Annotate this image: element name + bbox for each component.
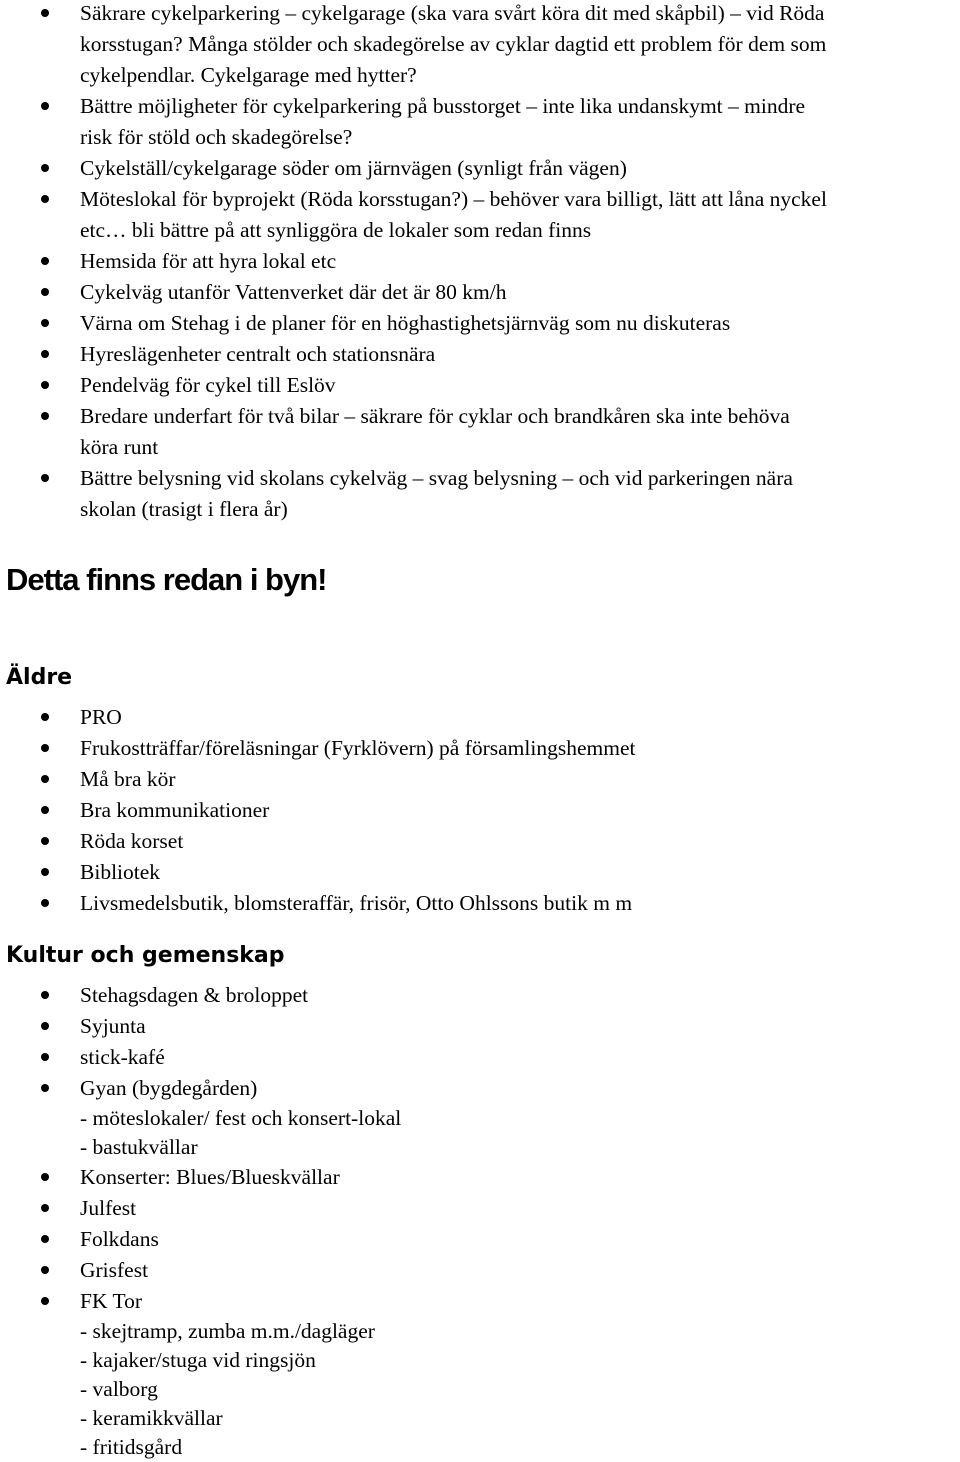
kultur-section — [0, 980, 960, 1462]
bullet-icon — [41, 713, 49, 721]
list-item — [0, 1073, 960, 1162]
bullet-icon — [41, 1084, 49, 1092]
sub-item-text: - fritidsgård — [80, 1435, 183, 1459]
list-item-text: cykelpendlar. Cykelgarage med hytter? — [80, 63, 417, 87]
list-item — [0, 308, 960, 339]
list-item — [0, 1255, 960, 1286]
sub-item-text: - valborg — [80, 1377, 158, 1401]
list-item-text: risk för stöld och skadegörelse? — [80, 125, 353, 149]
list-item-text: Stehagsdagen & broloppet — [80, 983, 309, 1007]
list-item — [0, 764, 960, 795]
heading-aldre: Äldre — [6, 665, 73, 690]
list-item — [0, 0, 960, 91]
bullet-icon — [41, 806, 49, 814]
bullet-icon — [41, 102, 49, 110]
bullet-icon — [41, 744, 49, 752]
bullet-icon — [41, 412, 49, 420]
list-item-text: Bredare underfart för två bilar – säkrare för cyklar och brandkåren ska inte behöva — [80, 404, 790, 428]
list-item — [0, 1193, 960, 1224]
bullet-icon — [41, 1204, 49, 1212]
list-item — [0, 370, 960, 401]
list-item-text: Hemsida för att hyra lokal etc — [80, 249, 337, 273]
bullet-icon — [41, 775, 49, 783]
bullet-icon — [41, 288, 49, 296]
list-item-text: Hyreslägenheter centralt och stationsnära — [80, 342, 436, 366]
bullet-icon — [41, 164, 49, 172]
list-item — [0, 795, 960, 826]
bullet-icon — [41, 1297, 49, 1305]
bullet-icon — [41, 474, 49, 482]
list-item — [0, 463, 960, 525]
bullet-icon — [41, 1053, 49, 1061]
list-item — [0, 277, 960, 308]
bullet-icon — [41, 350, 49, 358]
bullet-icon — [41, 837, 49, 845]
list-item-text: Gyan (bygdegården) — [80, 1076, 258, 1100]
list-item — [0, 339, 960, 370]
list-item-text: Röda korset — [80, 829, 184, 853]
bullet-icon — [41, 195, 49, 203]
list-item — [0, 1224, 960, 1255]
list-item — [0, 888, 960, 919]
list-item — [0, 184, 960, 246]
list-item — [0, 733, 960, 764]
list-item-text: Pendelväg för cykel till Eslöv — [80, 373, 336, 397]
list-item-text: Cykelställ/cykelgarage söder om järnvägen (synligt från vägen) — [80, 156, 627, 180]
list-item — [0, 1162, 960, 1193]
aldre-bullet-list — [0, 702, 960, 919]
bullet-icon — [41, 1022, 49, 1030]
list-item-text: Bibliotek — [80, 860, 161, 884]
list-item-text: Värna om Stehag i de planer för en höghastighetsjärnväg som nu diskuteras — [80, 311, 731, 335]
bullet-icon — [41, 1173, 49, 1181]
kultur-bullet-list — [0, 980, 960, 1462]
intro-section — [0, 0, 960, 525]
list-item — [0, 401, 960, 463]
list-item — [0, 857, 960, 888]
aldre-section — [0, 702, 960, 919]
heading-kultur-och-gemenskap: Kultur och gemenskap — [6, 943, 285, 968]
list-item-text: Frukostträffar/föreläsningar (Fyrklövern) på församlingshemmet — [80, 736, 636, 760]
sub-item-text: - bastukvällar — [80, 1135, 198, 1159]
bullet-icon — [41, 899, 49, 907]
list-item — [0, 1042, 960, 1073]
list-item — [0, 246, 960, 277]
bullet-icon — [41, 1235, 49, 1243]
list-item-text: korsstugan? Många stölder och skadegörelse av cyklar dagtid ett problem för dem som — [80, 32, 827, 56]
list-item-text: skolan (trasigt i flera år) — [80, 497, 288, 521]
list-item-text: stick-kafé — [80, 1045, 165, 1069]
bullet-icon — [41, 868, 49, 876]
list-item — [0, 980, 960, 1011]
list-item-text: Må bra kör — [80, 767, 176, 791]
list-item — [0, 826, 960, 857]
list-item-text: Julfest — [80, 1196, 137, 1220]
sub-item-text: - keramikkvällar — [80, 1406, 223, 1430]
list-item-text: Konserter: Blues/Blueskvällar — [80, 1165, 340, 1189]
list-item-text: köra runt — [80, 435, 159, 459]
list-item-text: Möteslokal för byprojekt (Röda korsstugan?) – behöver vara billigt, lätt att låna nyckel — [80, 187, 827, 211]
list-item — [0, 1286, 960, 1462]
list-item-text: Bättre möjligheter för cykelparkering på busstorget – inte lika undanskymt – mindre — [80, 94, 806, 118]
list-item-text: Grisfest — [80, 1258, 149, 1282]
heading-existing-in-village: Detta finns redan i byn! — [6, 562, 327, 597]
list-item-text: Folkdans — [80, 1227, 159, 1251]
list-item-text: PRO — [80, 705, 122, 729]
sub-item-text: - möteslokaler/ fest och konsert-lokal — [80, 1106, 402, 1130]
sub-item-text: - skejtramp, zumba m.m./dagläger — [80, 1319, 375, 1343]
list-item-text: etc… bli bättre på att synliggöra de lokaler som redan finns — [80, 218, 592, 242]
intro-bullet-list — [0, 0, 960, 525]
list-item-text: Bra kommunikationer — [80, 798, 270, 822]
list-item-text: FK Tor — [80, 1289, 143, 1313]
bullet-icon — [41, 991, 49, 999]
bullet-icon — [41, 319, 49, 327]
bullet-icon — [41, 1266, 49, 1274]
list-item-text: Livsmedelsbutik, blomsteraffär, frisör, Otto Ohlssons butik m m — [80, 891, 633, 915]
bullet-icon — [41, 257, 49, 265]
list-item — [0, 91, 960, 153]
bullet-icon — [41, 9, 49, 17]
list-item — [0, 1011, 960, 1042]
list-item — [0, 702, 960, 733]
list-item-text: Bättre belysning vid skolans cykelväg – svag belysning – och vid parkeringen nära — [80, 466, 793, 490]
list-item-text: Säkrare cykelparkering – cykelgarage (ska vara svårt köra dit med skåpbil) – vid Röda — [80, 1, 825, 25]
list-item — [0, 153, 960, 184]
list-item-text: Syjunta — [80, 1014, 146, 1038]
bullet-icon — [41, 381, 49, 389]
list-item-text: Cykelväg utanför Vattenverket där det är 80 km/h — [80, 280, 507, 304]
sub-item-text: - kajaker/stuga vid ringsjön — [80, 1348, 316, 1372]
